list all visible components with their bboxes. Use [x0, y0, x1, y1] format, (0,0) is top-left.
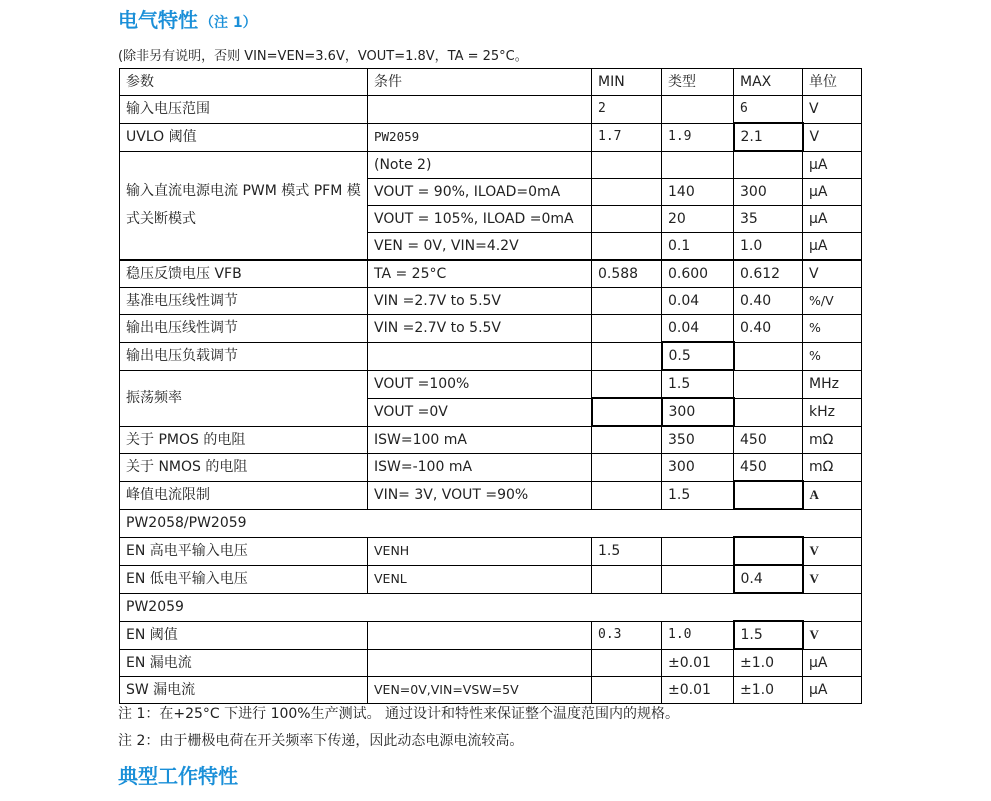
- min-cell: [592, 206, 662, 233]
- typ-cell: [662, 565, 734, 593]
- param-cell: 输出电压线性调节: [120, 315, 368, 343]
- unit-cell: %/V: [803, 288, 862, 315]
- cond-cell: PW2059: [368, 123, 592, 151]
- typ-cell: 300: [662, 454, 734, 482]
- typ-cell: 1.0: [662, 621, 734, 649]
- unit-cell: μA: [803, 649, 862, 677]
- group-label: PW2059: [120, 593, 862, 621]
- param-cell: EN 低电平输入电压: [120, 565, 368, 593]
- param-cell: SW 漏电流: [120, 677, 368, 704]
- section-title-typical: 典型工作特性: [118, 764, 238, 788]
- typ-cell: ±0.01: [662, 649, 734, 677]
- max-cell: 0.40: [734, 315, 803, 343]
- unit-cell: μA: [803, 206, 862, 233]
- max-cell: 35: [734, 206, 803, 233]
- header-cell-cond: 条件: [368, 69, 592, 96]
- header-cell-min: MIN: [592, 69, 662, 96]
- table-row: [120, 621, 862, 649]
- typ-cell: 0.04: [662, 315, 734, 343]
- min-cell: [592, 151, 662, 179]
- table-row: [120, 123, 862, 151]
- unit-cell: μA: [803, 677, 862, 704]
- typ-cell: [662, 537, 734, 565]
- param-cell: 输出电压负载调节: [120, 342, 368, 370]
- table-row: [120, 426, 862, 454]
- unit-cell: V: [803, 123, 862, 151]
- electrical-characteristics-table: [119, 68, 862, 704]
- header-cell-typ: 类型: [662, 69, 734, 96]
- table-row: [120, 342, 862, 370]
- min-cell: [592, 233, 662, 261]
- cond-cell: VENL: [368, 565, 592, 593]
- unit-cell: V: [803, 537, 862, 565]
- group-label: PW2058/PW2059: [120, 509, 862, 537]
- typ-cell: 140: [662, 179, 734, 206]
- param-cell: 输入电压范围: [120, 96, 368, 124]
- table-row: [120, 370, 862, 398]
- min-cell: [592, 398, 662, 426]
- min-cell: [592, 454, 662, 482]
- header-cell-param: 参数: [120, 69, 368, 96]
- max-cell: 450: [734, 426, 803, 454]
- max-cell: 0.40: [734, 288, 803, 315]
- table-row: [120, 151, 862, 179]
- unit-cell: %: [803, 342, 862, 370]
- min-cell: [592, 481, 662, 509]
- table-row: [120, 315, 862, 343]
- table-row: [120, 481, 862, 509]
- cond-cell: VIN= 3V, VOUT =90%: [368, 481, 592, 509]
- typ-cell: 1.5: [662, 481, 734, 509]
- table-row: [120, 677, 862, 704]
- max-cell: 1.0: [734, 233, 803, 261]
- cond-cell: TA = 25°C: [368, 260, 592, 288]
- unit-cell: mΩ: [803, 454, 862, 482]
- cond-cell: ISW=100 mA: [368, 426, 592, 454]
- param-cell: 峰值电流限制: [120, 481, 368, 509]
- min-cell: [592, 677, 662, 704]
- min-cell: [592, 426, 662, 454]
- footnote-2: 注 2：由于栅极电荷在开关频率下传递，因此动态电源电流较高。: [118, 733, 524, 749]
- cond-cell: VIN =2.7V to 5.5V: [368, 288, 592, 315]
- table-row: [120, 454, 862, 482]
- typ-cell: 0.5: [662, 342, 734, 370]
- typ-cell: 0.1: [662, 233, 734, 261]
- cond-cell: VOUT = 90%, ILOAD=0mA: [368, 179, 592, 206]
- table-group-row: [120, 509, 862, 537]
- unit-cell: μA: [803, 233, 862, 261]
- param-cell: EN 高电平输入电压: [120, 537, 368, 565]
- cond-cell: VEN=0V,VIN=VSW=5V: [368, 677, 592, 704]
- typ-cell: 1.5: [662, 370, 734, 398]
- max-cell: ±1.0: [734, 649, 803, 677]
- cond-cell: VOUT =0V: [368, 398, 592, 426]
- cond-cell: [368, 621, 592, 649]
- min-cell: 1.7: [592, 123, 662, 151]
- param-cell-oscillator: 振荡频率: [120, 370, 368, 426]
- param-cell: 稳压反馈电压 VFB: [120, 260, 368, 288]
- max-cell: 450: [734, 454, 803, 482]
- table-row: [120, 96, 862, 124]
- unit-cell: V: [803, 260, 862, 288]
- max-cell: 0.4: [734, 565, 803, 593]
- header-cell-max: MAX: [734, 69, 803, 96]
- table-row: [120, 565, 862, 593]
- max-cell: [734, 370, 803, 398]
- min-cell: [592, 370, 662, 398]
- cond-cell: [368, 649, 592, 677]
- param-cell-input-current: 输入直流电源电流 PWM 模式 PFM 模式关断模式: [120, 151, 368, 260]
- cond-cell: VOUT =100%: [368, 370, 592, 398]
- max-cell: [734, 481, 803, 509]
- min-cell: 2: [592, 96, 662, 124]
- typ-cell: ±0.01: [662, 677, 734, 704]
- cond-cell: VOUT = 105%, ILOAD =0mA: [368, 206, 592, 233]
- cond-cell: (Note 2): [368, 151, 592, 179]
- table-group-row: [120, 593, 862, 621]
- unit-cell: V: [803, 96, 862, 124]
- min-cell: [592, 315, 662, 343]
- cond-cell: [368, 342, 592, 370]
- table-row: [120, 649, 862, 677]
- max-cell: [734, 151, 803, 179]
- cond-cell: VIN =2.7V to 5.5V: [368, 315, 592, 343]
- param-cell: 关于 NMOS 的电阻: [120, 454, 368, 482]
- unit-cell: μA: [803, 151, 862, 179]
- typ-cell: 0.600: [662, 260, 734, 288]
- table-header-row: [120, 69, 862, 96]
- typ-cell: 350: [662, 426, 734, 454]
- unit-cell: V: [803, 621, 862, 649]
- min-cell: 0.588: [592, 260, 662, 288]
- typ-cell: 20: [662, 206, 734, 233]
- footnote-1: 注 1：在+25°C 下进行 100%生产测试。 通过设计和特性来保证整个温度范围内的规格。: [118, 706, 680, 722]
- unit-cell: A: [803, 481, 862, 509]
- typ-cell: 1.9: [662, 123, 734, 151]
- min-cell: [592, 565, 662, 593]
- typ-cell: [662, 96, 734, 124]
- max-cell: 1.5: [734, 621, 803, 649]
- max-cell: 2.1: [734, 123, 803, 151]
- table-row: [120, 537, 862, 565]
- param-cell: EN 阈值: [120, 621, 368, 649]
- max-cell: [734, 342, 803, 370]
- max-cell: 6: [734, 96, 803, 124]
- typ-cell: [662, 151, 734, 179]
- min-cell: [592, 288, 662, 315]
- typ-cell: 300: [662, 398, 734, 426]
- max-cell: [734, 537, 803, 565]
- min-cell: [592, 649, 662, 677]
- unit-cell: %: [803, 315, 862, 343]
- unit-cell: kHz: [803, 398, 862, 426]
- unit-cell: μA: [803, 179, 862, 206]
- cond-cell: ISW=-100 mA: [368, 454, 592, 482]
- param-cell: EN 漏电流: [120, 649, 368, 677]
- typ-cell: 0.04: [662, 288, 734, 315]
- unit-cell: V: [803, 565, 862, 593]
- header-cell-unit: 单位: [803, 69, 862, 96]
- cond-cell: VEN = 0V, VIN=4.2V: [368, 233, 592, 261]
- cond-cell: [368, 96, 592, 124]
- section-title-note: （注 1）: [200, 15, 257, 31]
- max-cell: 300: [734, 179, 803, 206]
- table-row: [120, 260, 862, 288]
- table-row: [120, 288, 862, 315]
- test-conditions: (除非另有说明，否则 VIN=VEN=3.6V，VOUT=1.8V，TA = 25°C。: [118, 49, 528, 64]
- min-cell: [592, 179, 662, 206]
- unit-cell: mΩ: [803, 426, 862, 454]
- max-cell: ±1.0: [734, 677, 803, 704]
- param-cell: UVLO 阈值: [120, 123, 368, 151]
- min-cell: [592, 342, 662, 370]
- param-cell: 关于 PMOS 的电阻: [120, 426, 368, 454]
- max-cell: [734, 398, 803, 426]
- min-cell: 0.3: [592, 621, 662, 649]
- section-title-text: 电气特性: [118, 8, 198, 32]
- max-cell: 0.612: [734, 260, 803, 288]
- section-title-electrical: [118, 4, 257, 33]
- cond-cell: VENH: [368, 537, 592, 565]
- min-cell: 1.5: [592, 537, 662, 565]
- unit-cell: MHz: [803, 370, 862, 398]
- param-cell: 基准电压线性调节: [120, 288, 368, 315]
